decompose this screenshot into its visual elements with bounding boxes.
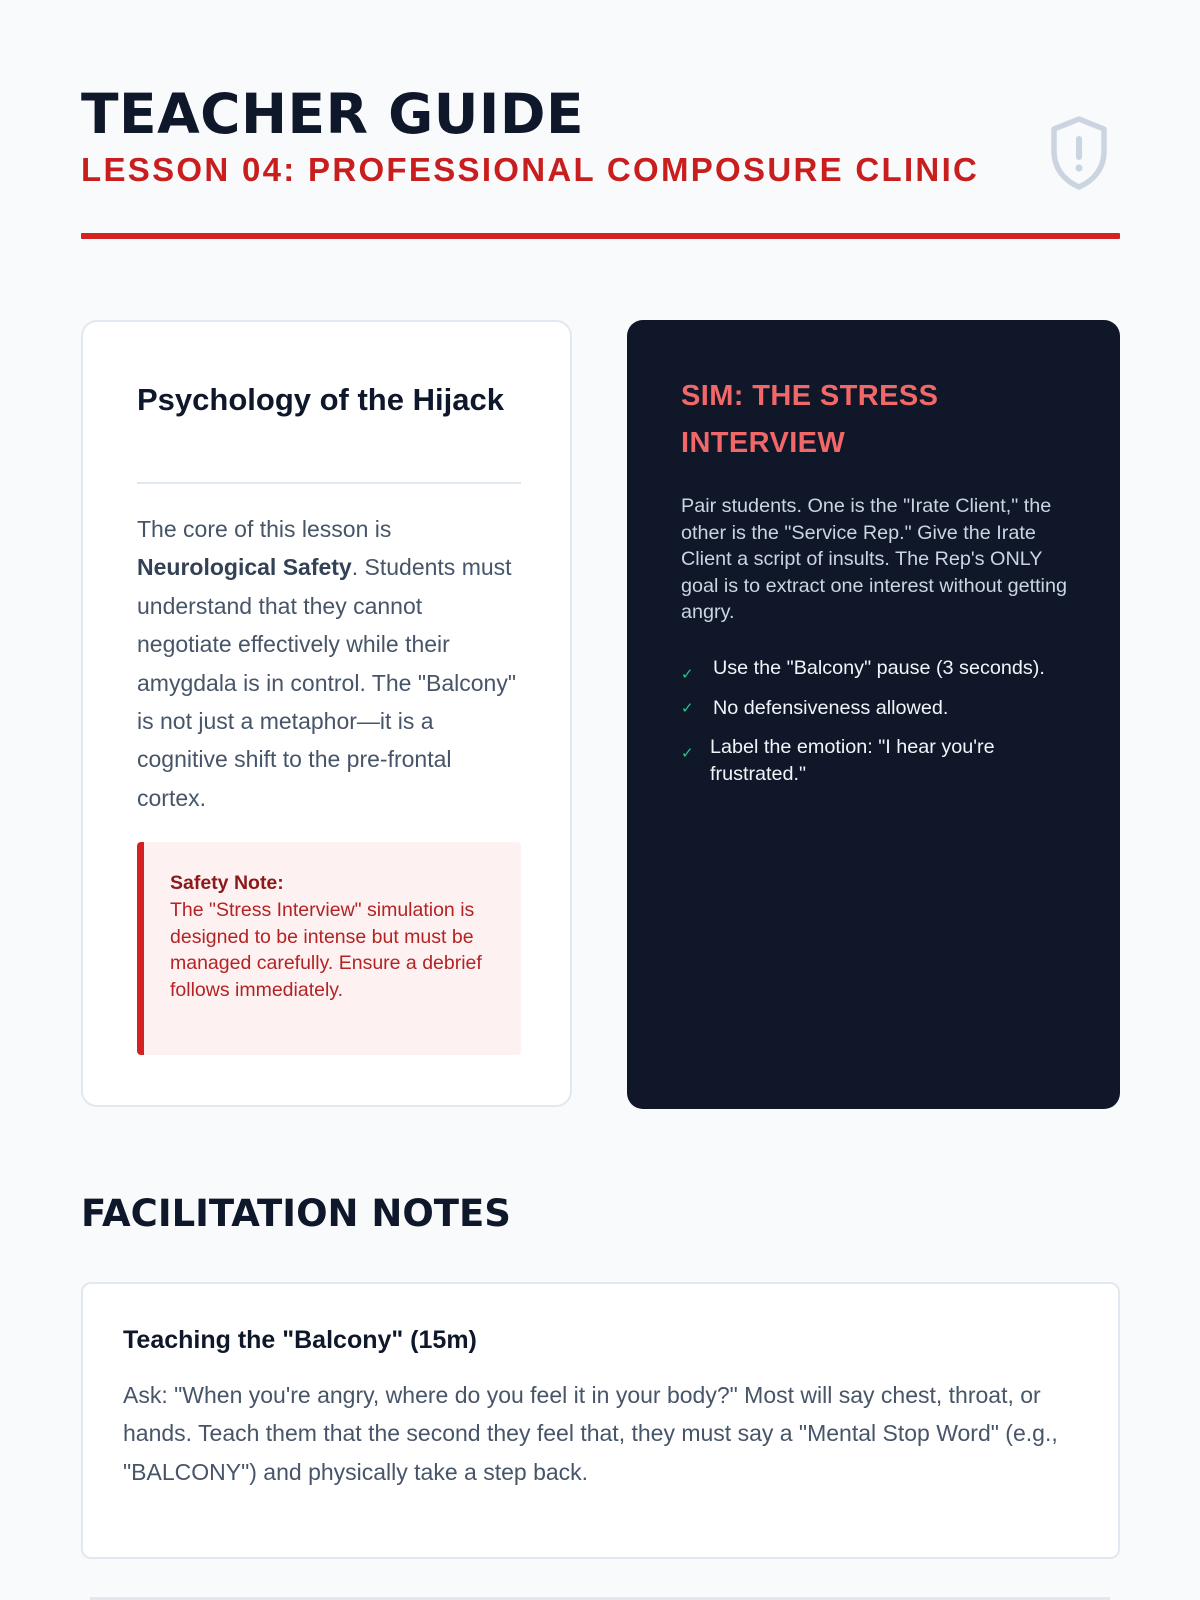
check-icon: ✓ [681,665,694,683]
teacher-guide-page [81,0,1120,1485]
body-emphasis: Neurological Safety [137,554,352,581]
header-divider [81,233,1120,239]
card-divider [137,482,521,484]
facilitation-section-title: FACILITATION NOTES [81,1192,511,1235]
facilitation-note-title: Teaching the "Balcony" (15m) [123,1326,477,1354]
body-rest: . Students must understand that they cannot negotiate effectively while their amygdala is in control. The "Balcony" is not just a metaphor—it is a cognitive shift to the pre-frontal cortex. [137,554,516,811]
checklist-item-text: Use the "Balcony" pause (3 seconds). [713,657,1045,679]
page-title: TEACHER GUIDE [81,82,585,146]
psychology-body [137,510,521,817]
simulation-instructions: Pair students. One is the "Irate Client," the other is the "Service Rep." Give the Irate Client a script of insults. The Rep's ONLY goal is to extract one interest without getting angry. [681,495,1067,624]
lesson-subtitle: LESSON 04: PROFESSIONAL COMPOSURE CLINIC [81,151,980,188]
simulation-card [627,320,1120,1109]
simulation-heading: SIM: THE STRESS INTERVIEW [681,380,939,459]
psychology-heading: Psychology of the Hijack [137,382,504,417]
check-icon: ✓ [681,744,694,763]
checklist-item-text: No defensiveness allowed. [713,696,949,719]
psychology-card [81,320,572,1107]
checklist-item-text: Label the emotion: "I hear you're frustrated." [710,736,995,785]
check-icon: ✓ [681,698,694,717]
safety-note-label: Safety Note: [170,872,284,894]
checklist-item [681,695,1071,722]
safety-note-text: The "Stress Interview" simulation is designed to be intense but must be managed carefully. Ensure a debrief follows immediately. [170,899,482,1001]
facilitation-note-text: Ask: "When you're angry, where do you feel it in your body?" Most will say chest, throat, or hands. Teach them that the second they feel that, they must say a "Mental Stop Word" (e.g., "BALCONY") and physically take a step back. [123,1382,1058,1485]
page-header [81,0,1120,242]
simulation-checklist [681,655,1071,800]
lesson-cards [81,320,1120,1109]
shield-alert-icon [1048,115,1110,191]
facilitation-note-card [81,1282,1120,1559]
checklist-item [681,734,1071,787]
body-intro: The core of this lesson is [137,516,392,542]
safety-note-callout [137,842,521,1055]
checklist-item [681,655,1071,682]
